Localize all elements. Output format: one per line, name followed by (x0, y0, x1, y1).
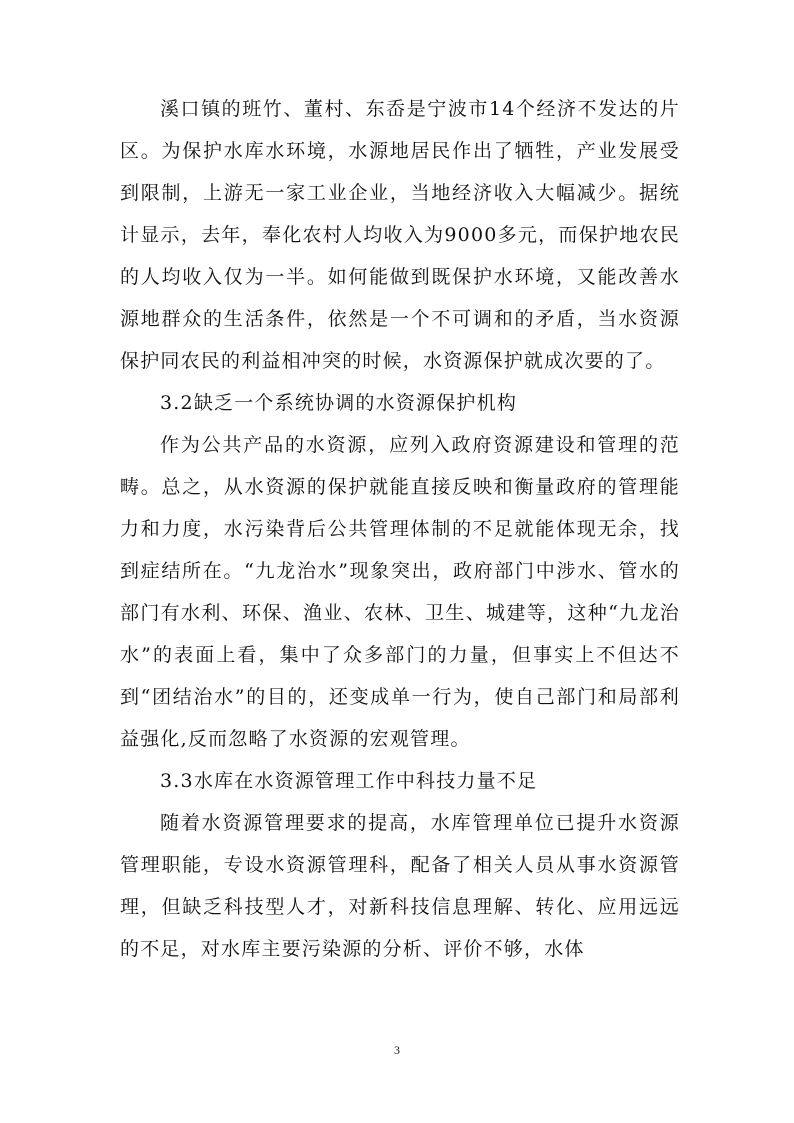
paragraph: 溪口镇的班竹、董村、东岙是宁波市14个经济不发达的片区。为保护水库水环境，水源地居民作出了牺牲，产业发展受到限制，上游无一家工业企业，当地经济收入大幅减少。据统计显示，去年，奉化农村人均收入为9000多元，而保护地农民的人均收入仅为一半。如何能做到既保护水环境，又能改善水源地群众的生活条件，依然是一个不可调和的矛盾，当水资源保护同农民的利益相冲突的时候，水资源保护就成次要的了。 (120, 98, 680, 372)
document-body (120, 88, 680, 970)
section-heading: 3.2缺乏一个系统协调的水资源保护机构 (160, 392, 518, 414)
page-number: 3 (394, 1043, 400, 1057)
paragraph: 作为公共产品的水资源，应列入政府资源建设和管理的范畴。总之，从水资源的保护就能直接反映和衡量政府的管理能力和力度，水污染背后公共管理体制的不足就能体现无余，找到症结所在。“九龙治水”现象突出，政府部门中涉水、管水的部门有水利、环保、渔业、农林、卫生、城建等，这种“九龙治水”的表面上看，集中了众多部门的力量，但事实上不但达不到“团结治水”的目的，还变成单一行为，使自己部门和局部利益强化,反而忽略了水资源的宏观管理。 (120, 434, 680, 750)
section-heading: 3.3水库在水资源管理工作中科技力量不足 (160, 770, 538, 792)
paragraph: 随着水资源管理要求的提高，水库管理单位已提升水资源管理职能，专设水资源管理科，配备了相关人员从事水资源管理，但缺乏科技型人才，对新科技信息理解、转化、应用远远的不足，对水库主要污染源的分析、评价不够，水体 (120, 812, 680, 960)
